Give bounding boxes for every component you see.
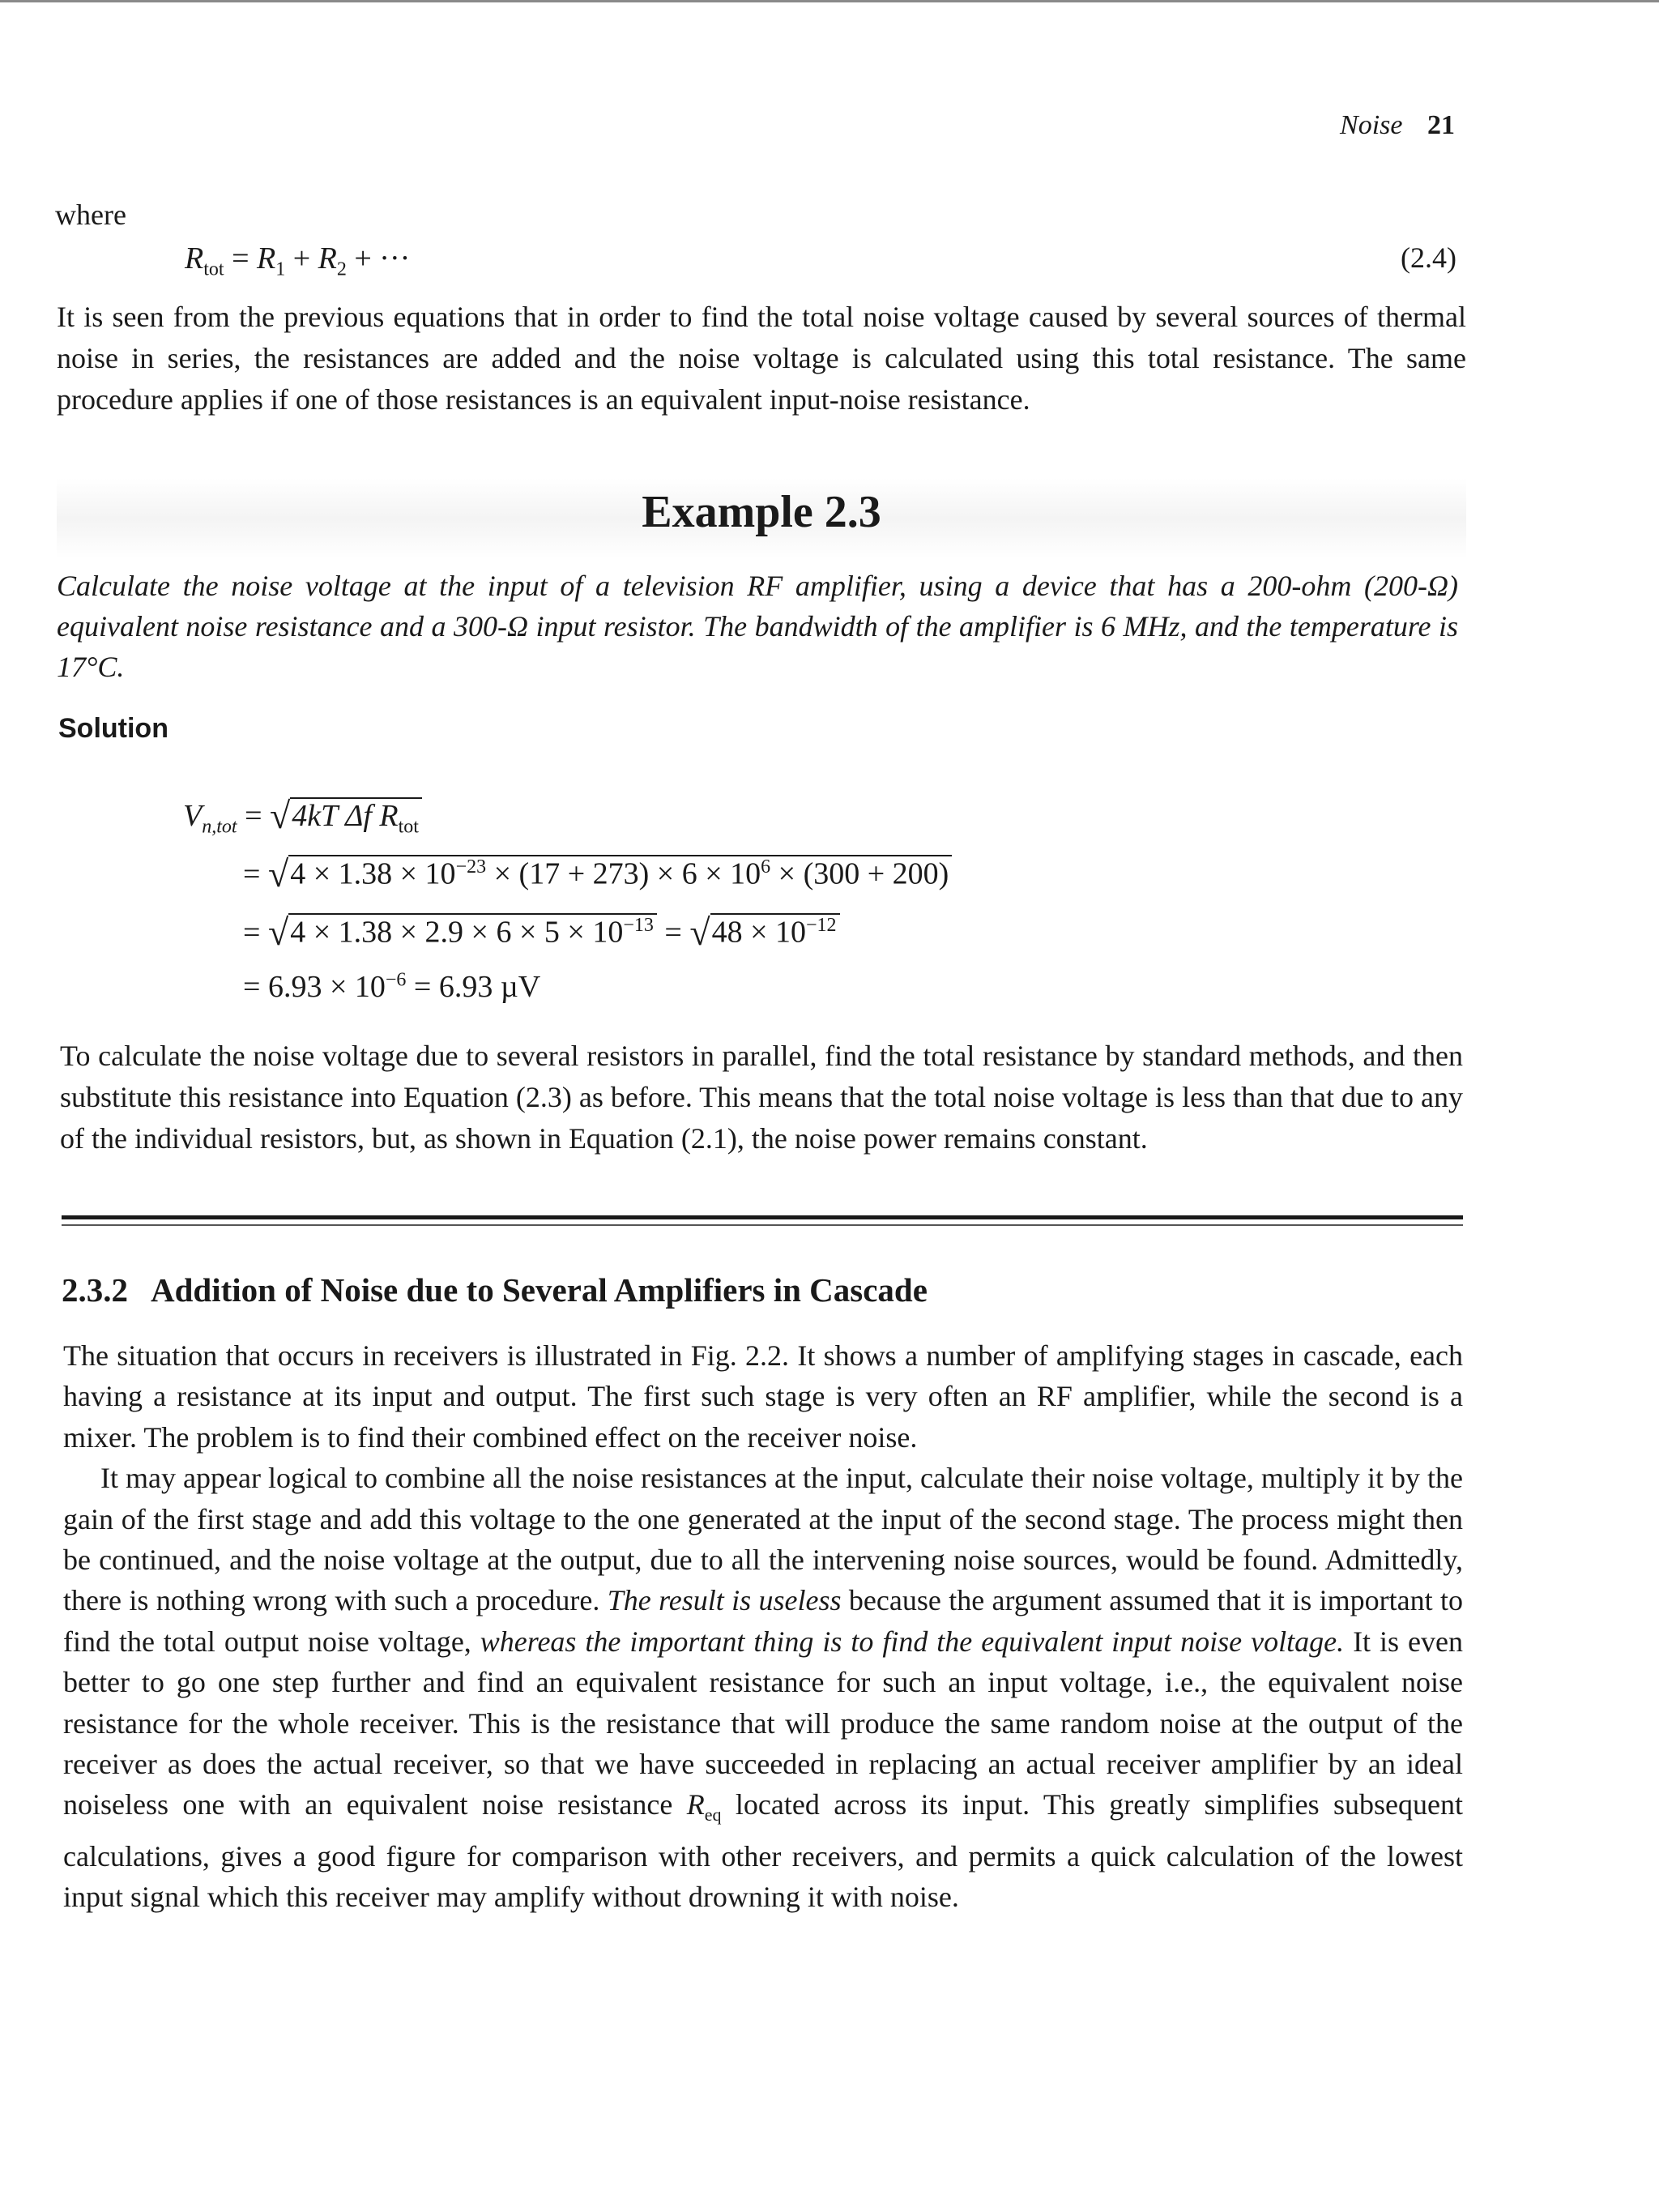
math-l2-b: × (17 + 273) × 6 × 10: [486, 857, 761, 891]
math-line-1: $V_{n,tot} = √4kT$ Δf $R_{tot}$: [183, 794, 422, 839]
math-line-2: = $√4 \times 1.38 \times 10^{-23} \times (17 + 273) \times 6 \times 10^6 \times (300 + 200)$: [243, 852, 952, 895]
req-r: R: [686, 1788, 705, 1821]
math-l4-a: 6.93 × 10: [267, 970, 386, 1004]
section-heading: [62, 1270, 928, 1309]
math-l2-c: × (300 + 200): [770, 857, 949, 891]
math-radicand-1-sub: tot: [398, 816, 419, 838]
equation-number: (2.4): [1401, 241, 1456, 274]
eq-r2-sub: 2: [336, 258, 347, 280]
running-head-title: Noise: [1340, 110, 1403, 140]
para2-part-b: because the argument assumed that it is important to find the total output noise voltage,: [63, 1584, 1463, 1658]
scan-top-border: [0, 0, 1659, 2]
math-vn-sub: n,tot: [202, 816, 237, 838]
running-head: [1340, 110, 1455, 141]
example-after-block: [60, 1036, 1463, 1159]
eq-lhs: R: [185, 241, 204, 275]
math-l3-a-exp: −13: [623, 915, 654, 937]
para2-part-a: It may appear logical to combine all the noise resistances at the input, calculate their noise voltage, multiply it by the gain of the first stage and add this voltage to the one generated at the input of the second stage. The process might then be continued, and the noise voltage at the output, due to all the intervening noise sources, would be found. Admittedly, there is nothing wrong with such a procedure.: [63, 1462, 1463, 1617]
section-body: [63, 1335, 1463, 1918]
math-line-3: = $√4 \times 1.38 \times 2.9 \times 6 \times 5 \times 10^{-13} = √48 \times 10^{-12}$: [243, 911, 840, 954]
math-radicand-1: 4kT Δf R: [292, 799, 399, 833]
where-label: where: [55, 199, 126, 231]
page-number: 21: [1427, 110, 1455, 140]
example-end-rule-thick: [62, 1215, 1463, 1219]
intro-paragraph: It is seen from the previous equations that in order to find the total noise voltage caused by several sources of thermal noise in series, the resistances are added and the noise voltage is calculated using this total resistance. The same procedure applies if one of those resistances is an equivalent input-noise resistance.: [57, 301, 1466, 416]
math-vn: V: [183, 799, 203, 833]
math-l2-b-exp: 6: [761, 856, 771, 878]
eq-r1: R: [257, 241, 276, 275]
section-paragraph-1: The situation that occurs in receivers is illustrated in Fig. 2.2. It shows a number of amplifying stages in cascade, each having a resistance at its input and output. The first such stage is very often an RF amplifier, while the second is a mixer. The problem is to find their combined effect on the receiver noise.: [63, 1339, 1463, 1454]
math-l2-a-exp: −23: [455, 856, 487, 878]
section-number: 2.3.2: [62, 1271, 128, 1309]
example-after-paragraph: To calculate the noise voltage due to several resistors in parallel, find the total resistance by standard methods, and then substitute this resistance into Equation (2.3) as before. This means that the total noise voltage is less than that due to any of the individual resistors, but, as shown in Equation (2.1), the noise power remains constant.: [60, 1040, 1463, 1155]
math-line-4: = $6.93 \times 10^{-6} = 6.93$ µV: [243, 969, 541, 1004]
section-paragraph-2: [63, 1458, 1463, 1918]
math-l4-b: 6.93 µV: [438, 970, 541, 1004]
example-end-rule-thin: [62, 1224, 1463, 1226]
math-l3-a: 4 × 1.38 × 2.9 × 6 × 5 × 10: [290, 916, 624, 950]
example-title: Example 2.3: [642, 487, 881, 537]
example-problem: Calculate the noise voltage at the input of a television RF amplifier, using a device that has a 200-ohm (200-Ω) equivalent noise resistance and a 300-Ω input resistor. The bandwidth of the amplifier is 6 MHz, and the temperature is 17°C.: [57, 570, 1458, 683]
para2-part-c: It is even better to go one step further and find an equivalent resistance for such an input voltage, i.e., the equivalent noise resistance for the whole receiver. This is the resistance that will produce the same random noise at the output of the receiver as does the actual receiver, so that we have succeeded in replacing an actual receiver amplifier by an ideal noiseless one with an equivalent noise resistance: [63, 1625, 1463, 1821]
intro-paragraph-block: [57, 297, 1466, 421]
eq-r1-sub: 1: [275, 258, 286, 280]
para2-part-d: located across its input. This greatly simplifies subsequent calculations, gives a good figure for comparison with other receivers, and permits a quick calculation of the lowest input signal which this receiver may amplify without drowning it with noise.: [63, 1788, 1463, 1914]
req-sub: eq: [704, 1804, 722, 1826]
eq-lhs-sub: tot: [203, 258, 224, 280]
equation-2-4: $R_{tot} = R_1 + R_2$ + ···: [185, 241, 411, 280]
eq-r2: R: [318, 241, 337, 275]
math-l4-a-exp: −6: [385, 969, 407, 991]
math-l3-b: 48 × 10: [711, 916, 807, 950]
para2-emphasis-2: whereas the important thing is to find the equivalent input noise voltage.: [480, 1625, 1345, 1658]
solution-heading: Solution: [58, 713, 168, 744]
section-title: Addition of Noise due to Several Amplifiers in Cascade: [151, 1271, 928, 1309]
req-symbol: [686, 1788, 722, 1826]
eq-tail: + ···: [354, 241, 411, 275]
math-l3-b-exp: −12: [806, 915, 837, 937]
para2-emphasis-1: The result is useless: [607, 1584, 842, 1617]
math-l2-a: 4 × 1.38 × 10: [290, 857, 456, 891]
